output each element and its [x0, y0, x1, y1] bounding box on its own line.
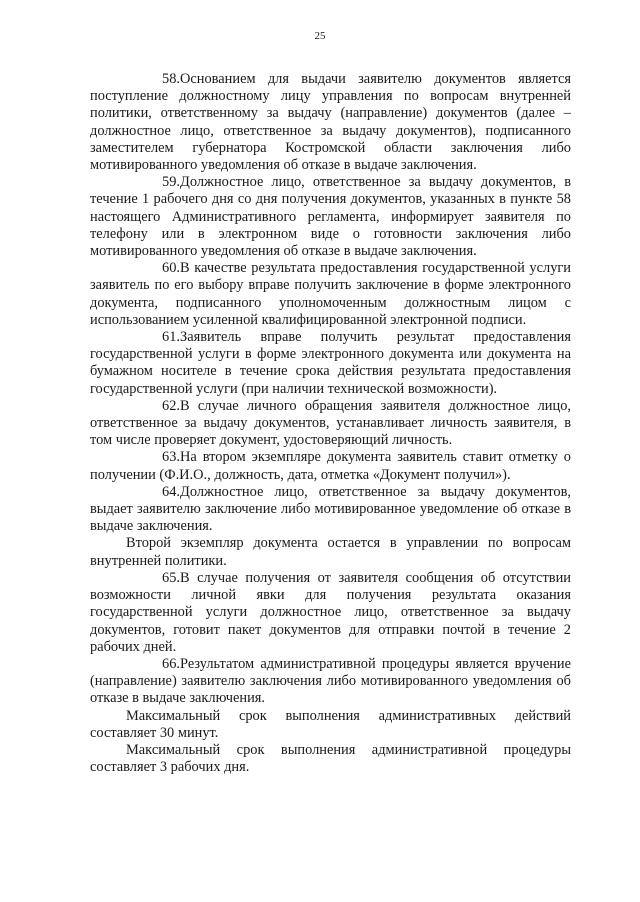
paragraph-63 [90, 449, 571, 483]
paragraph-number: 64. [162, 483, 180, 500]
paragraph-64-continued [90, 535, 571, 569]
document-body [90, 71, 571, 776]
paragraph-number: 58. [162, 71, 180, 87]
paragraph-max-time-actions [90, 708, 571, 742]
paragraph-text: Заявитель вправе получить результат предоставления государственной услуги в форме электронного документа или документа на бумажном носителе в течение срока действия результата предоставления государственной услуги (при наличии технической возможности). [90, 329, 571, 397]
paragraph-text: Результатом административной процедуры является вручение (направление) заявителю заключения либо мотивированного уведомления об отказе в выдаче заключения. [90, 655, 571, 707]
paragraph-66 [90, 656, 571, 708]
paragraph-text: Должностное лицо, ответственное за выдачу документов, выдает заявителю заключение либо мотивированное уведомление об отказе в выдаче заключения. [90, 483, 571, 535]
paragraph-text: В случае личного обращения заявителя должностное лицо, ответственное за выдачу документов, устанавливает личность заявителя, в том числе проверяет документ, удостоверяющий личность. [90, 397, 571, 449]
paragraph-number: 66. [162, 655, 180, 672]
paragraph-text: Основанием для выдачи заявителю документов является поступление должностному лицу управления по вопросам внутренней политики, ответственному за выдачу (направление) документов (далее – должностное лицо, ответственное за выдачу документов), подписанного заместителем губернатора Костромской области заключения либо мотивированного уведомления об отказе в выдаче заключения. [90, 71, 571, 174]
paragraph-64 [90, 484, 571, 536]
paragraph-number: 63. [162, 449, 180, 466]
paragraph-number: 60. [162, 260, 180, 277]
paragraph-number: 59. [162, 174, 180, 191]
paragraph-number: 61. [162, 329, 180, 346]
paragraph-max-time-procedure [90, 742, 571, 776]
paragraph-number: 65. [162, 569, 180, 586]
paragraph-62 [90, 398, 571, 450]
paragraph-text: В качестве результата предоставления государственной услуги заявитель по его выбору вправе получить заключение в форме электронного документа, подписанного уполномоченным должностным лицом с использованием усиленной квалифицированной электронной подписи. [90, 260, 571, 328]
paragraph-65 [90, 570, 571, 656]
paragraph-text: Максимальный срок выполнения административной процедуры составляет 3 рабочих дня. [90, 741, 571, 776]
paragraph-58 [90, 71, 571, 174]
paragraph-text: Должностное лицо, ответственное за выдачу документов, в течение 1 рабочего дня со дня получения документов, указанных в пункте 58 настоящего Административного регламента, информирует заявителя по телефону или в электронном виде о готовности заключения либо мотивированного уведомления об отказе в выдаче заключения. [90, 174, 571, 260]
paragraph-59 [90, 174, 571, 260]
paragraph-text: В случае получения от заявителя сообщения об отсутствии возможности личной явки для получения результата оказания государственной услуги должностное лицо, ответственное за выдачу документов, готовит пакет документов для отправки почтой в течение 2 рабочих дней. [90, 569, 571, 655]
paragraph-number: 62. [162, 397, 180, 414]
paragraph-60 [90, 260, 571, 329]
paragraph-61 [90, 329, 571, 398]
page-number: 25 [314, 30, 326, 42]
paragraph-text: Второй экземпляр документа остается в управлении по вопросам внутренней политики. [90, 535, 571, 569]
paragraph-text: Максимальный срок выполнения административных действий составляет 30 минут. [90, 707, 571, 741]
paragraph-text: На втором экземпляре документа заявитель ставит отметку о получении (Ф.И.О., должность, дата, отметка «Документ получил»). [90, 449, 571, 483]
